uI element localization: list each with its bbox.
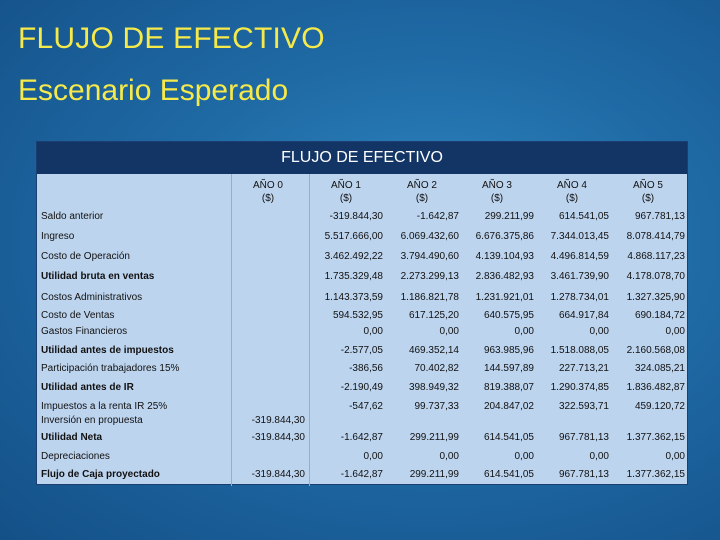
row-label: Flujo de Caja proyectado: [41, 469, 160, 480]
value-cell: 3.461.739,90: [550, 271, 609, 282]
value-cell: 819.388,07: [483, 382, 534, 393]
value-cell: 1.327.325,90: [626, 292, 685, 303]
value-cell: 1.278.734,01: [550, 292, 609, 303]
value-cell: 594.532,95: [332, 310, 383, 321]
value-cell: 1.290.374,85: [550, 382, 609, 393]
value-cell: -319.844,30: [251, 469, 305, 480]
row-label: Costos Administrativos: [41, 292, 143, 303]
value-cell: 1.518.088,05: [550, 345, 609, 356]
value-cell: 299.211,99: [409, 432, 459, 443]
value-cell: 469.352,14: [408, 345, 459, 356]
column-header: [231, 179, 305, 205]
value-cell: 0,00: [439, 326, 459, 337]
row-label: Costo de Ventas: [41, 310, 115, 321]
value-cell: -2.577,05: [340, 345, 383, 356]
row-label: Costo de Operación: [41, 251, 130, 262]
value-cell: -319.844,30: [251, 432, 305, 443]
value-cell: 0,00: [665, 326, 685, 337]
column-header-year: AÑO 0: [252, 180, 283, 191]
value-cell: 617.125,20: [408, 310, 459, 321]
row-label: Depreciaciones: [41, 451, 110, 462]
value-cell: 0,00: [363, 451, 383, 462]
value-cell: 144.597,89: [483, 363, 534, 374]
column-header: [535, 179, 609, 205]
value-cell: 967.781,13: [634, 211, 685, 222]
value-cell: 1.377.362,15: [626, 432, 685, 443]
value-cell: 0,00: [589, 451, 609, 462]
value-cell: 5.517.666,00: [324, 231, 383, 242]
value-cell: 1.735.329,48: [324, 271, 383, 282]
column-header: [309, 179, 383, 205]
value-cell: 6.069.432,60: [400, 231, 459, 242]
cash-flow-table: [36, 141, 688, 485]
value-cell: 4.139.104,93: [475, 251, 534, 262]
row-label: Utilidad antes de IR: [41, 382, 134, 393]
row-label: Utilidad Neta: [41, 432, 103, 443]
value-cell: 664.917,84: [558, 310, 609, 321]
row-label: Utilidad bruta en ventas: [41, 271, 155, 282]
row-label: Impuestos a la renta IR 25%: [41, 401, 168, 412]
value-cell: -547,62: [349, 401, 383, 412]
value-cell: 963.985,96: [483, 345, 534, 356]
column-header-unit: ($): [339, 193, 353, 204]
value-cell: 614.541,05: [483, 469, 534, 480]
column-header: [385, 179, 459, 205]
value-cell: 227.713,21: [558, 363, 609, 374]
row-label: Ingreso: [41, 231, 75, 242]
value-cell: 4.868.117,23: [627, 251, 685, 262]
column-header-year: AÑO 4: [556, 180, 587, 191]
value-cell: 640.575,95: [483, 310, 534, 321]
value-cell: 398.949,32: [408, 382, 459, 393]
value-cell: 614.541,05: [558, 211, 609, 222]
value-cell: 4.496.814,59: [550, 251, 609, 262]
value-cell: 0,00: [514, 326, 534, 337]
value-cell: 3.462.492,22: [324, 251, 383, 262]
value-cell: 1.377.362,15: [626, 469, 685, 480]
value-cell: 7.344.013,45: [550, 231, 609, 242]
value-cell: 70.402,82: [414, 363, 459, 374]
column-header-unit: ($): [490, 193, 504, 204]
value-cell: 4.178.078,70: [626, 271, 685, 282]
value-cell: 299.211,99: [409, 469, 459, 480]
column-header-unit: ($): [641, 193, 655, 204]
value-cell: 0,00: [514, 451, 534, 462]
value-cell: 0,00: [363, 326, 383, 337]
column-header: [460, 179, 534, 205]
value-cell: 967.781,13: [558, 469, 609, 480]
value-cell: 614.541,05: [483, 432, 534, 443]
column-header-unit: ($): [261, 193, 275, 204]
value-cell: 6.676.375,86: [475, 231, 534, 242]
value-cell: 967.781,13: [558, 432, 609, 443]
value-cell: -1.642,87: [416, 211, 459, 222]
row-label: Inversión en propuesta: [41, 415, 143, 426]
value-cell: 2.160.568,08: [626, 345, 685, 356]
value-cell: 690.184,72: [634, 310, 685, 321]
value-cell: 1.143.373,59: [324, 292, 383, 303]
value-cell: 1.186.821,78: [400, 292, 459, 303]
value-cell: 459.120,72: [634, 401, 685, 412]
value-cell: -1.642,87: [340, 432, 383, 443]
column-header-year: AÑO 3: [481, 180, 512, 191]
value-cell: 2.836.482,93: [475, 271, 534, 282]
value-cell: 299.211,99: [484, 211, 534, 222]
column-header: [611, 179, 685, 205]
column-header-year: AÑO 2: [406, 180, 437, 191]
slide-title: FLUJO DE EFECTIVO: [18, 22, 325, 55]
value-cell: 324.085,21: [634, 363, 685, 374]
value-cell: -2.190,49: [340, 382, 383, 393]
column-header-unit: ($): [565, 193, 579, 204]
row-label: Participación trabajadores 15%: [41, 363, 180, 374]
column-header-year: AÑO 1: [330, 180, 361, 191]
slide-subtitle: Escenario Esperado: [18, 74, 289, 107]
value-cell: 322.593,71: [558, 401, 609, 412]
row-label: Gastos Financieros: [41, 326, 128, 337]
value-cell: -386,56: [349, 363, 383, 374]
table-title: FLUJO DE EFECTIVO: [37, 142, 687, 174]
row-label: Utilidad antes de impuestos: [41, 345, 174, 356]
value-cell: -1.642,87: [340, 469, 383, 480]
value-cell: 2.273.299,13: [400, 271, 459, 282]
value-cell: 8.078.414,79: [626, 231, 685, 242]
value-cell: 204.847,02: [483, 401, 534, 412]
value-cell: -319.844,30: [329, 211, 383, 222]
value-cell: 0,00: [589, 326, 609, 337]
value-cell: 1.836.482,87: [626, 382, 685, 393]
value-cell: 0,00: [439, 451, 459, 462]
value-cell: -319.844,30: [251, 415, 305, 426]
value-cell: 99.737,33: [414, 401, 459, 412]
row-label: Saldo anterior: [41, 211, 104, 222]
value-cell: 3.794.490,60: [400, 251, 459, 262]
value-cell: 1.231.921,01: [475, 292, 534, 303]
column-header-year: AÑO 5: [632, 180, 663, 191]
column-header-unit: ($): [415, 193, 429, 204]
value-cell: 0,00: [665, 451, 685, 462]
